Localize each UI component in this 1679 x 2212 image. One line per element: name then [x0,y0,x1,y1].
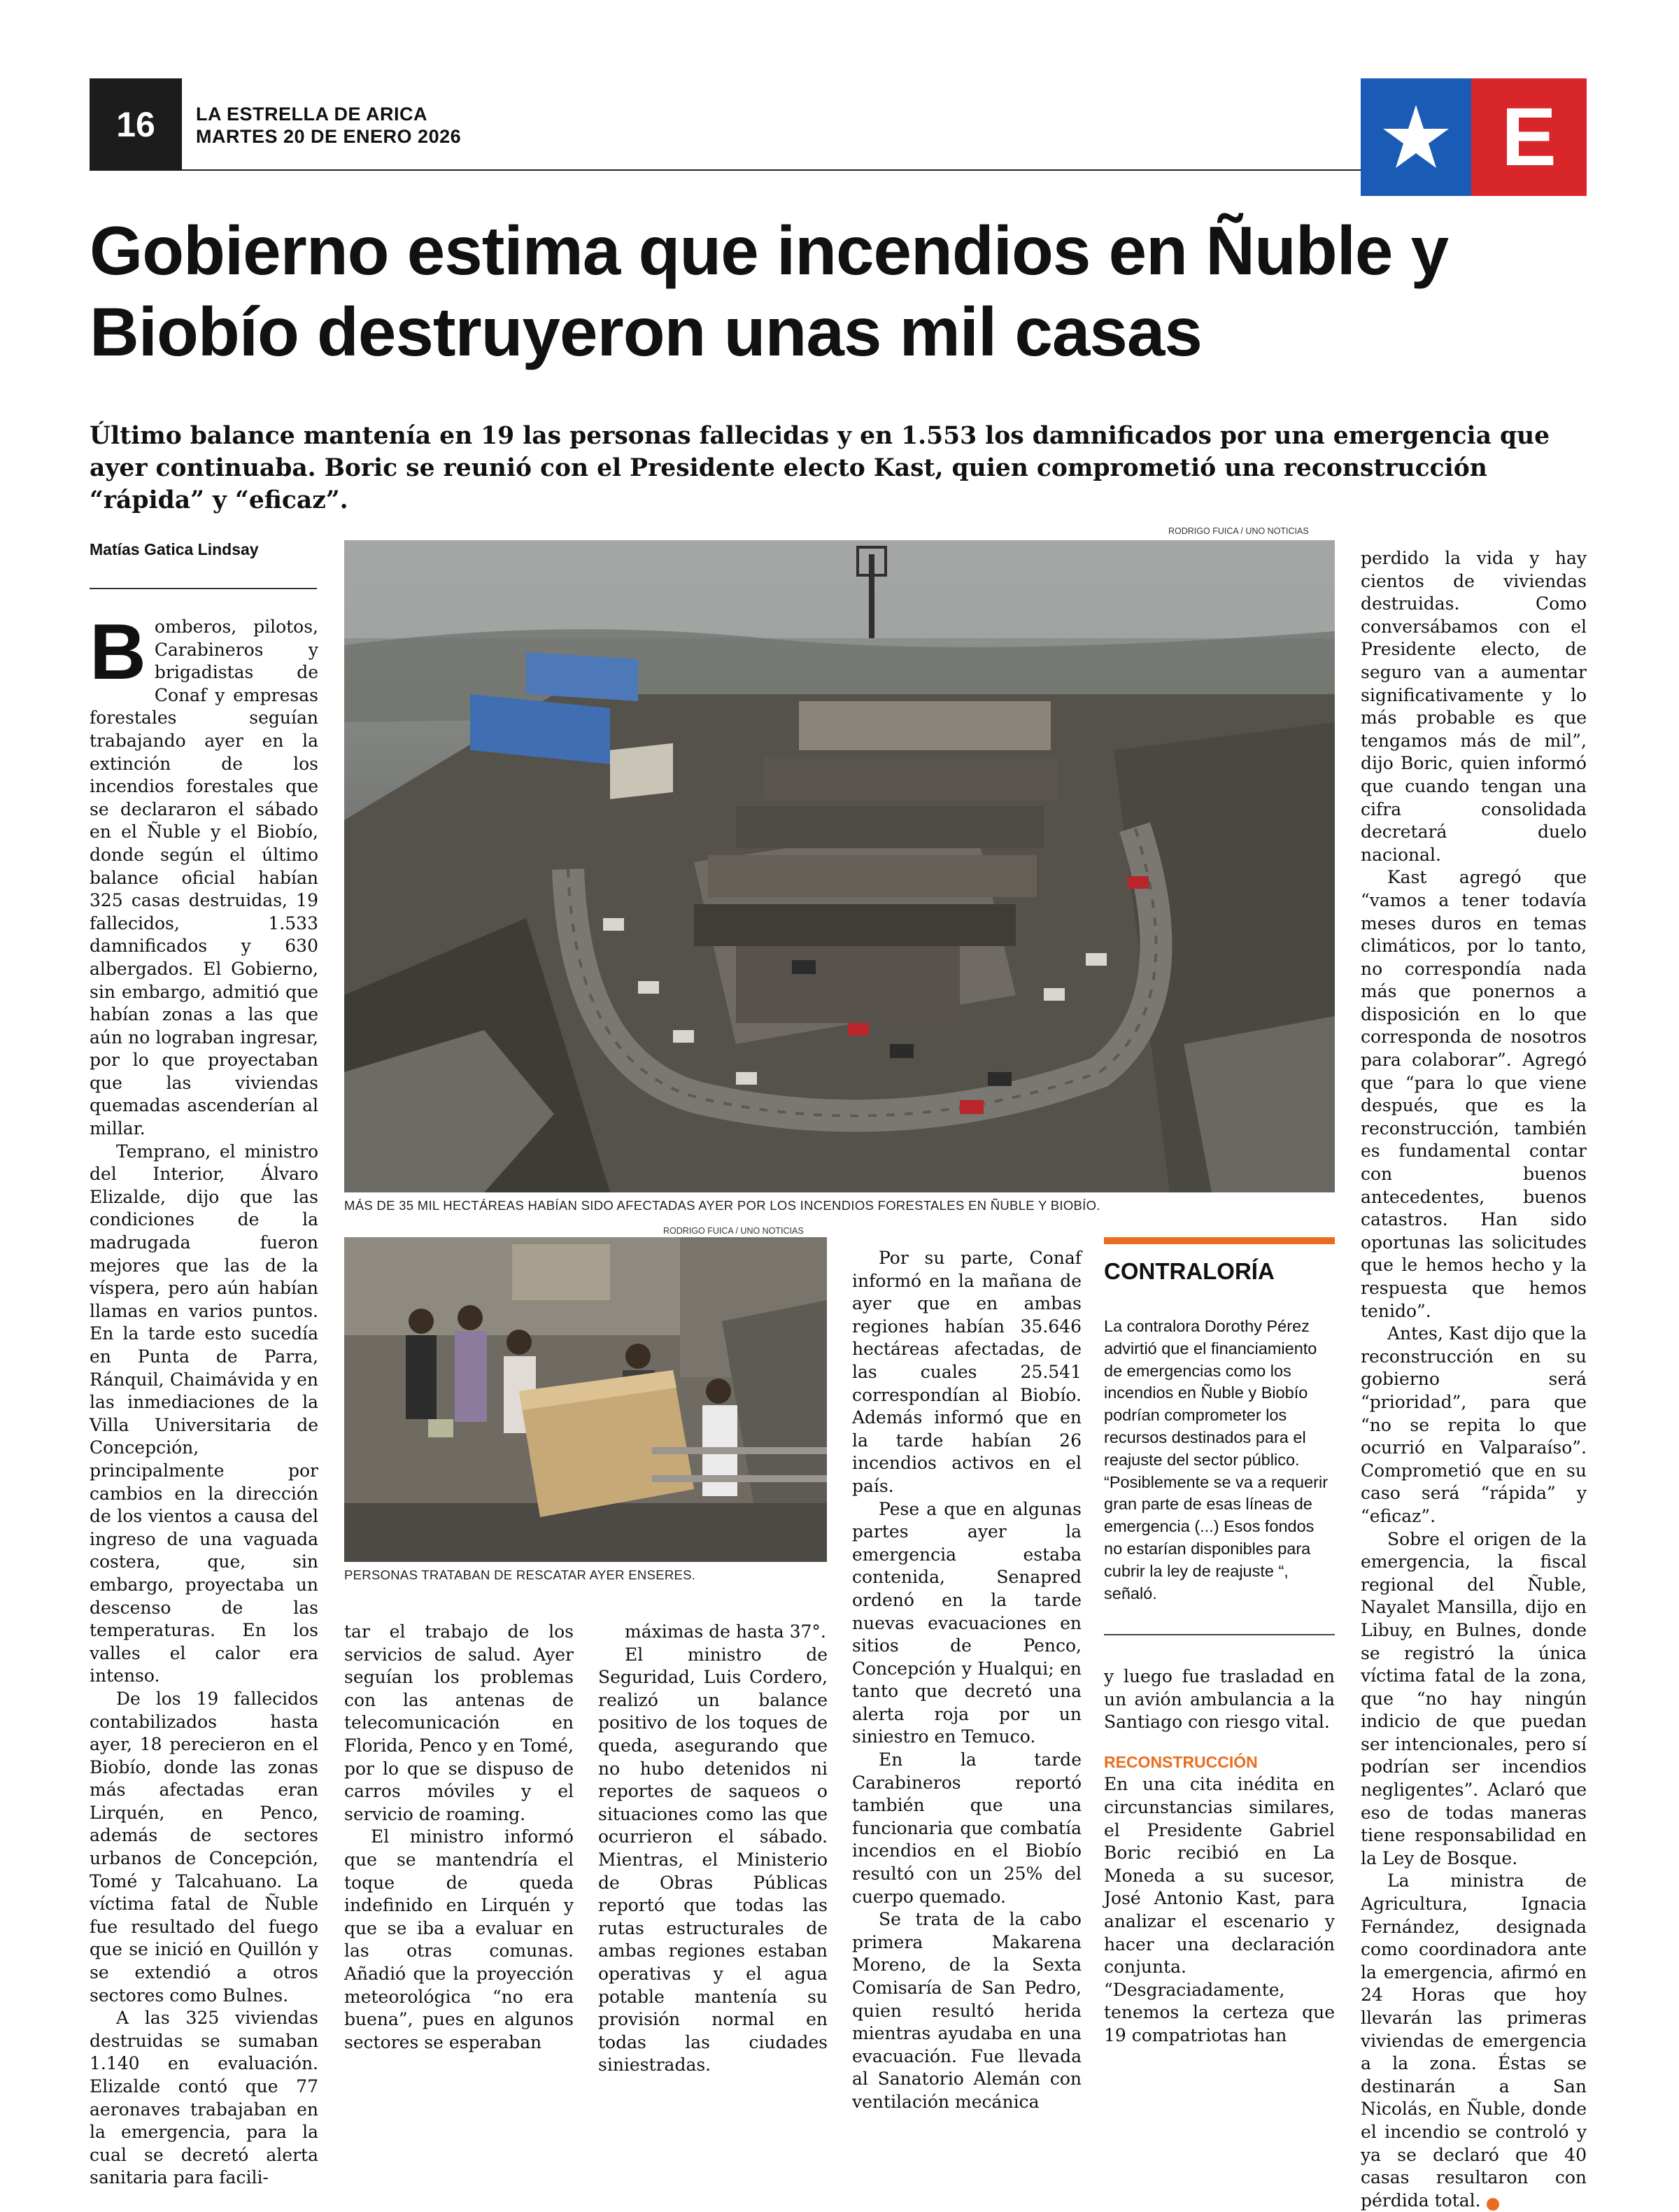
aerial-burned-neighborhood-image [344,540,1335,1192]
article-paragraph: máximas de hasta 37°. [625,1621,826,1642]
sidebar-title: CONTRALORÍA [1104,1258,1275,1284]
sidebar-text: La contralora Dorothy Pérez advirtió que el financiamiento de emergencias como los incendios en Ñuble y Biobío podrían comprometer los recursos destinados para el reajuste del sector público. “Posiblemente se va a requerir gran parte de esas líneas de emergencia (...) Esos fondos no estarían disponibles para cubrir la ley de reajuste “, señaló. [1104,1317,1329,1602]
article-paragraph: De los 19 fallecidos contabilizados hasta ayer, 18 perecieron en el Biobío, donde las zonas más afectadas eran Lirquén, en Penco, además de sectores urbanos de Concepción, Tomé y Talcahuano. La víctima fatal de Ñuble fue resultado del fuego que se inició en Quillón y se extendió a otros sectores como Bulnes. [90,1688,318,2006]
article-paragraph: Antes, Kast dijo que la reconstrucción en su gobierno será “prioridad”, para que “no se repita lo que ocurrió en Valparaíso”. Comprometió que en su caso será “rápida” y “eficaz”. [1361,1323,1587,1526]
article-paragraph: A las 325 viviendas destruidas se sumaban 1.140 en evaluación. Elizalde contó que 77 aeronaves trabajaban en la emergencia, para la cual se decretó alerta sanitaria para facili- [90,2008,318,2188]
article-paragraph: Por su parte, Conaf informó en la mañana de ayer que en ambas regiones habían 35.646 hectáreas afectadas, de las cuales 25.541 correspondían al Biobío. Además informó que en la tarde habían 26 incendios activos en el país. [852,1248,1082,1496]
drop-cap: B [90,608,146,696]
article-paragraph: Temprano, el ministro del Interior, Álvaro Elizalde, dijo que las condiciones de la madrugada fueron mejores que las de la víspera, pero aún habían llamas en varios puntos. En la tarde esto sucedía en Punta de Parra, Ránquil, Chaimávida y en las inmediaciones de la Villa Universitaria de Concepción, principalmente por cambios en la dirección de los vientos a causa del ingreso de una vaguada costera, que, sin embargo, proyectaba un descenso de las temperaturas. En los valles el calor era intenso. [90,1141,318,1686]
article-paragraph: El ministro informó que se mantendría el toque de queda indefinido en Lirquén y que se iba a evaluar en las otras comunas. Añadió que la proyección meteorológica “no era buena”, pues en algunos sectores se esperaban [344,1826,574,2052]
secondary-photo [344,1237,827,1562]
star-shape [1381,102,1451,172]
article-paragraph: tar el trabajo de los servicios de salud. Ayer seguían los problemas con las antenas de telecomunicación en Florida, Penco y en Tomé, por lo que se dispuso de carros móviles y el servicio de roaming. [344,1621,574,1824]
article-column-6 [1361,547,1587,2212]
deck: Último balance mantenía en 19 las personas fallecidas y en 1.553 los damnificados por una emergencia que ayer continuaba. Boric se reunió con el Presidente electo Kast, quien comprometió una reconstrucción “rápida” y “eficaz”. [90,422,1550,514]
article-column-3 [598,1621,828,2077]
article-paragraph: Pese a que en algunas partes ayer la emergencia estaba contenida, Senapred ordenó en la tarde nuevas evacuaciones en sitios de Penco, Concepción y Hualqui; en tanto que decretó una alerta roja por un siniestro en Temuco. [852,1498,1082,1747]
article-paragraph: Sobre el origen de la emergencia, la fiscal regional del Ñuble, Nayalet Mansilla, dijo en Libuy, en Bulnes, donde se registró la única víctima fatal de la zona, que “no hay ningún indicio de que puedan ser intencionales, pero sí podrían ser incendios negligentes”. Aclaró que eso de todas maneras tiene responsabilidad en la Ley de Bosque. [1361,1528,1587,1868]
main-photo [344,540,1335,1192]
byline: Matías Gatica Lindsay [90,540,259,558]
headline: Gobierno estima que incendios en Ñuble y Biobío destruyeron unas mil casas [90,212,1449,370]
article-paragraph: Se trata de la cabo primera Makarena Moreno, de la Sexta Comisaría de San Pedro, quien resultó herida mientras ayudaba en una evacuación. Fue llevada al Sanatorio Alemán con ventilación mecánica [852,1909,1082,2112]
article-paragraph: En una cita inédita en circunstancias similares, el Presidente Gabriel Boric recibió en La Moneda a su sucesor, José Antonio Kast, para analizar el escenario y hacer una declaración conjunta. “Desgraciadamente, tenemos la certeza que 19 compatriotas han [1104,1774,1335,2045]
article-paragraph-text: omberos, pilotos, Carabineros y brigadistas de Conaf y empresas forestales seguían trabajando ayer en la extinción de los incendios forestales que se declararon el sábado en el Ñuble y el Biobío, donde según el último balance oficial habían 325 casas destruidas, 19 fallecidos, 1.533 damnificados y 630 albergados. El Gobierno, sin embargo, admitió que habían zonas a las que aún no lograban ingresar, por lo que proyectaban que las viviendas quemadas ascenderían al millar. [90,617,318,1139]
article-paragraph: Kast agregó que “vamos a tener todavía meses duros en temas climáticos, por lo tanto, no correspondía nada más que ponernos a disposición en lo que corresponda de nosotros para colaborar”. Agregó que “para lo que viene después, que es la reconstrucción, también es fundamental contar con buenos antecedentes, buenos catastros. Han sido oportunas las solicitudes que le hemos hecho y la respuesta que hemos tenido”. [1361,867,1587,1321]
secondary-photo-caption: PERSONAS TRATABAN DE RESCATAR AYER ENSERES. [344,1568,696,1582]
main-photo-caption: MÁS DE 35 MIL HECTÁREAS HABÍAN SIDO AFECTADAS AYER POR LOS INCENDIOS FORESTALES EN ÑUBLE Y BIOBÍO. [344,1198,1100,1213]
main-photo-credit: RODRIGO FUICA / UNO NOTICIAS [1168,526,1309,536]
article-paragraph [90,608,318,1141]
header-divider [182,169,1361,171]
article-column-4 [852,1247,1082,2114]
article-paragraph-text: La ministra de Agricultura, Ignacia Fernández, designada como coordinadora ante la emergencia, afirmó en 24 Horas que hoy llevarán las primeras viviendas de emergencia a la zona. Éstas se destinarán a San Nicolás, en Ñuble, donde el incendio se controló y ya se declaró que 40 casas resultaron con pérdida total. [1361,1871,1587,2211]
sidebar-divider [1104,1634,1335,1635]
people-rescuing-belongings-image [344,1237,827,1562]
secondary-photo-credit: RODRIGO FUICA / UNO NOTICIAS [663,1226,804,1236]
article-paragraph: y luego fue trasladad en un avión ambulancia a la Santiago con riesgo vital. [1104,1666,1335,1733]
section-letter: E [1471,78,1587,196]
article-column-2 [344,1621,574,2054]
section-subhead: RECONSTRUCCIÓN [1104,1752,1258,1771]
end-of-article-icon: ✦ [1487,2198,1499,2211]
byline-divider [90,588,317,589]
article-column-5 [1104,1665,1335,2048]
page-number: 16 [90,78,182,171]
publication-date: MARTES 20 DE ENERO 2026 [196,126,462,147]
article-paragraph: El ministro de Seguridad, Luis Cordero, realizó un balance positivo de los toques de queda, asegurando que no hubo detenidos ni reportes de saqueos o situaciones como las que ocurrieron el sábado. Mientras, el Ministerio de Obras Públicas reportó que todas las rutas estructurales de ambas regiones estaban operativas y el agua potable mantenía su provisión normal en todas las ciudades siniestradas. [598,1644,828,2076]
article-paragraph: En la tarde Carabineros reportó también que una funcionaria que combatía incendios en el Biobío resultó con un 25% del cuerpo quemado. [852,1749,1082,1907]
newspaper-name: LA ESTRELLA DE ARICA [196,104,427,125]
article-column-1 [90,608,318,2188]
sidebar-accent-bar [1104,1237,1335,1244]
article-paragraph [1361,1870,1587,2212]
article-paragraph: perdido la vida y hay cientos de viviendas destruidas. Como conversábamos con el Presidente electo, de seguro van a aumentar significativamente y lo más probable es que tengamos más de mil”, dijo Boric, quien informó que cuando tengan una cifra consolidada decretará duelo nacional. [1361,548,1587,865]
star-icon [1361,78,1471,196]
